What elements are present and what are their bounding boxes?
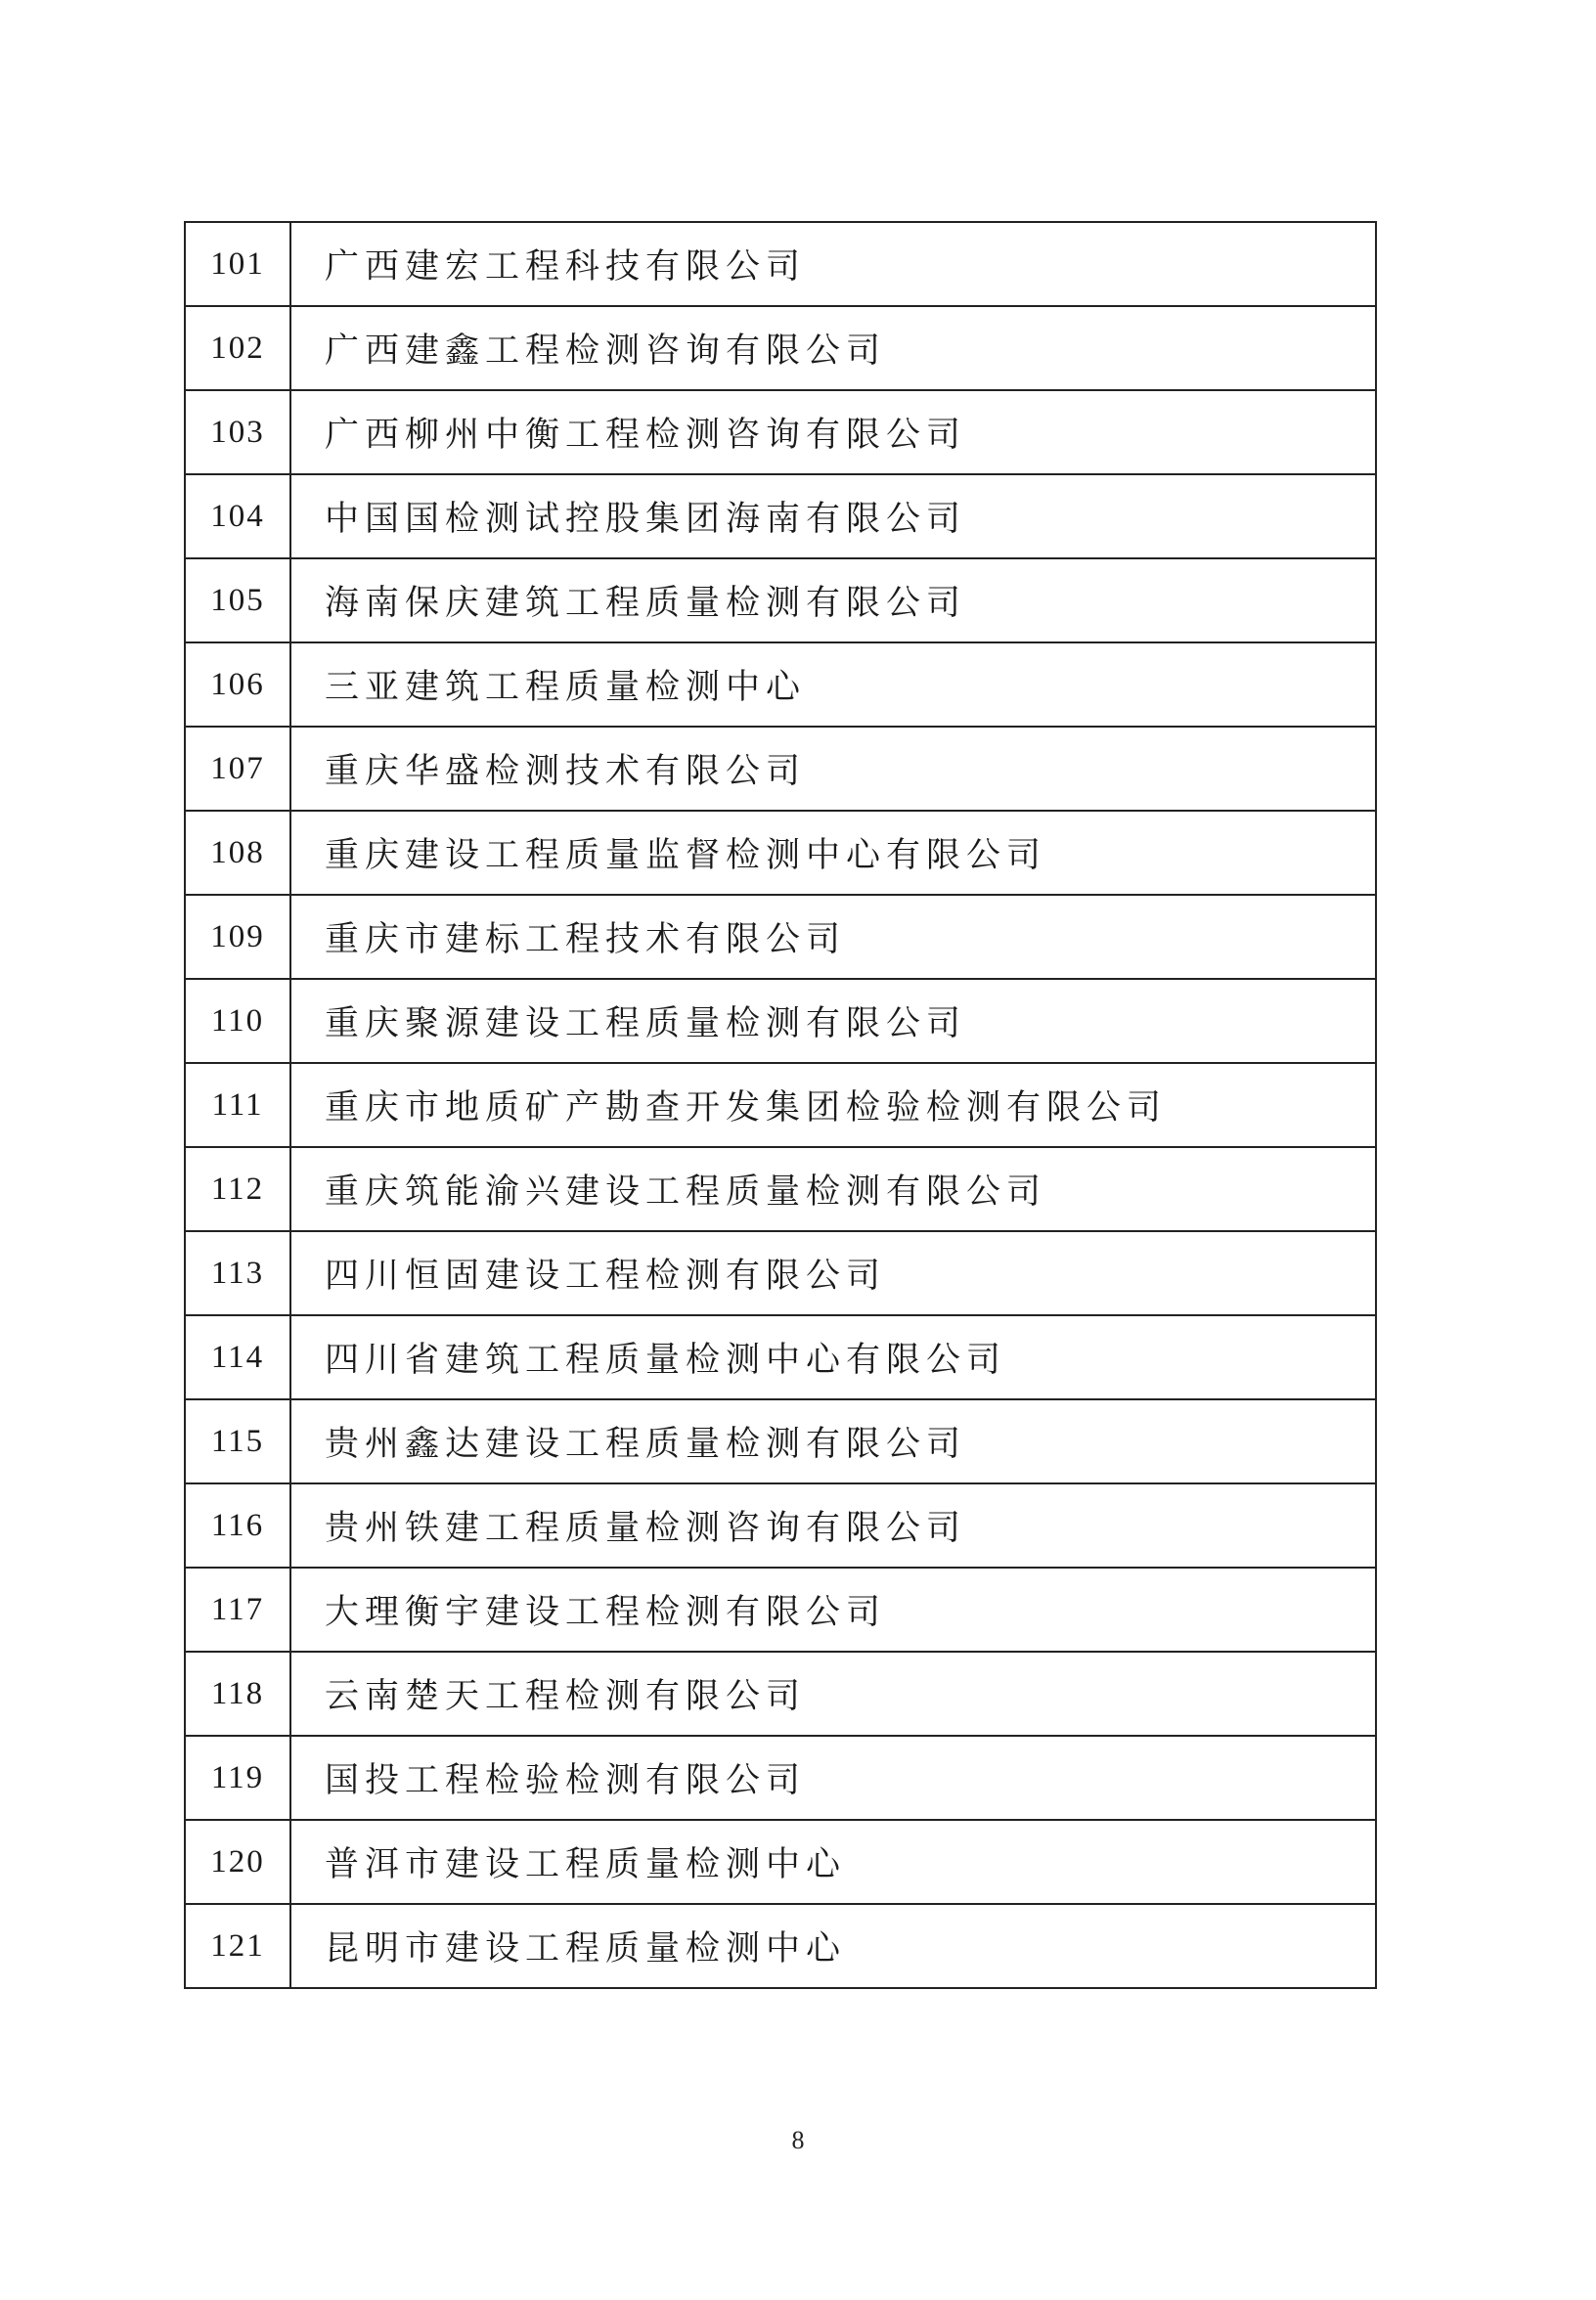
table-row [185, 642, 1376, 727]
row-number-cell: 103 [185, 390, 290, 474]
row-number-cell: 109 [185, 895, 290, 979]
table-row [185, 895, 1376, 979]
table-row [185, 1568, 1376, 1652]
company-name-cell: 贵州鑫达建设工程质量检测有限公司 [290, 1399, 1376, 1483]
company-name-cell: 贵州铁建工程质量检测咨询有限公司 [290, 1483, 1376, 1568]
row-number-cell: 117 [185, 1568, 290, 1652]
company-name-cell: 云南楚天工程检测有限公司 [290, 1652, 1376, 1736]
table-row [185, 1063, 1376, 1147]
row-number-cell: 120 [185, 1820, 290, 1904]
table-row [185, 558, 1376, 642]
row-number-cell: 113 [185, 1231, 290, 1315]
row-number-cell: 111 [185, 1063, 290, 1147]
company-name-cell: 中国国检测试控股集团海南有限公司 [290, 474, 1376, 558]
table-row [185, 474, 1376, 558]
row-number-cell: 110 [185, 979, 290, 1063]
company-name-cell: 重庆筑能渝兴建设工程质量检测有限公司 [290, 1147, 1376, 1231]
table-row [185, 1231, 1376, 1315]
row-number-cell: 116 [185, 1483, 290, 1568]
row-number-cell: 112 [185, 1147, 290, 1231]
row-number-cell: 114 [185, 1315, 290, 1399]
table-row [185, 390, 1376, 474]
table-row [185, 306, 1376, 390]
row-number-cell: 108 [185, 811, 290, 895]
table-row [185, 1147, 1376, 1231]
row-number-cell: 107 [185, 727, 290, 811]
company-name-cell: 重庆市地质矿产勘查开发集团检验检测有限公司 [290, 1063, 1376, 1147]
company-name-cell: 四川省建筑工程质量检测中心有限公司 [290, 1315, 1376, 1399]
company-name-cell: 海南保庆建筑工程质量检测有限公司 [290, 558, 1376, 642]
company-name-cell: 重庆建设工程质量监督检测中心有限公司 [290, 811, 1376, 895]
company-list-table [184, 221, 1377, 1989]
company-name-cell: 重庆华盛检测技术有限公司 [290, 727, 1376, 811]
row-number-cell: 118 [185, 1652, 290, 1736]
company-name-cell: 大理衡宇建设工程检测有限公司 [290, 1568, 1376, 1652]
table-row [185, 1904, 1376, 1988]
table-row [185, 222, 1376, 306]
page-number: 8 [791, 2126, 805, 2154]
company-name-cell: 广西建鑫工程检测咨询有限公司 [290, 306, 1376, 390]
company-name-cell: 普洱市建设工程质量检测中心 [290, 1820, 1376, 1904]
company-name-cell: 广西柳州中衡工程检测咨询有限公司 [290, 390, 1376, 474]
company-name-cell: 广西建宏工程科技有限公司 [290, 222, 1376, 306]
row-number-cell: 106 [185, 642, 290, 727]
table-row [185, 1399, 1376, 1483]
company-name-cell: 三亚建筑工程质量检测中心 [290, 642, 1376, 727]
company-name-cell: 重庆市建标工程技术有限公司 [290, 895, 1376, 979]
row-number-cell: 105 [185, 558, 290, 642]
table-row [185, 811, 1376, 895]
table-row [185, 1820, 1376, 1904]
table-row [185, 1483, 1376, 1568]
row-number-cell: 121 [185, 1904, 290, 1988]
company-name-cell: 国投工程检验检测有限公司 [290, 1736, 1376, 1820]
table-row [185, 1652, 1376, 1736]
company-name-cell: 重庆聚源建设工程质量检测有限公司 [290, 979, 1376, 1063]
table-row [185, 727, 1376, 811]
row-number-cell: 102 [185, 306, 290, 390]
row-number-cell: 104 [185, 474, 290, 558]
table-row [185, 1315, 1376, 1399]
row-number-cell: 119 [185, 1736, 290, 1820]
row-number-cell: 101 [185, 222, 290, 306]
company-name-cell: 昆明市建设工程质量检测中心 [290, 1904, 1376, 1988]
row-number-cell: 115 [185, 1399, 290, 1483]
table-row [185, 979, 1376, 1063]
company-name-cell: 四川恒固建设工程检测有限公司 [290, 1231, 1376, 1315]
table-row [185, 1736, 1376, 1820]
company-list-body [185, 222, 1376, 1988]
